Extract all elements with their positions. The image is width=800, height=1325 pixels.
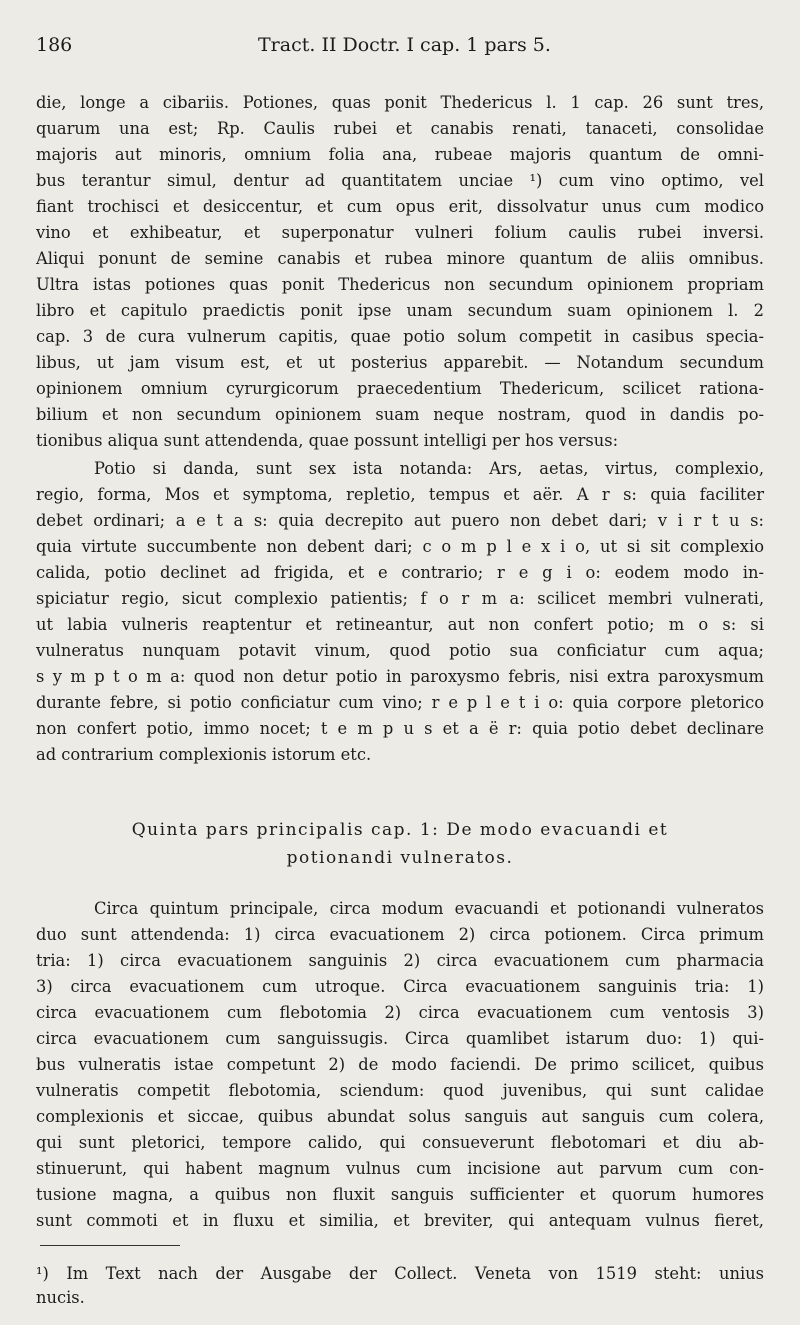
text-line: tusione magna, a quibus non fluxit sanguis sufficienter et quorum humores <box>36 1185 764 1204</box>
text-line: die, longe a cibariis. Potiones, quas ponit Thedericus l. 1 cap. 26 sunt tres, <box>36 93 764 112</box>
text-line: circa evacuationem cum sanguissugis. Circa quamlibet istarum duo: 1) qui- <box>36 1029 764 1048</box>
footnote-line-1: ¹) Im Text nach der Ausgabe der Collect. Veneta von 1519 steht: unius <box>36 1264 764 1283</box>
page-number: 186 <box>36 34 73 56</box>
footnote-divider <box>40 1245 180 1246</box>
footnote-line-2: nucis. <box>36 1288 85 1307</box>
text-line: circa evacuationem cum flebotomia 2) circa evacuationem cum ventosis 3) <box>36 1003 764 1022</box>
text-line: Aliqui ponunt de semine canabis et rubea minore quantum de aliis omnibus. <box>36 249 764 268</box>
text-line: tionibus aliqua sunt attendenda, quae possunt intelligi per hos versus: <box>36 431 619 450</box>
text-line: libus, ut jam visum est, et ut posterius apparebit. — Notandum secundum <box>36 353 764 372</box>
text-line: complexionis et siccae, quibus abundat solus sanguis aut sanguis cum colera, <box>36 1107 764 1126</box>
text-line: vino et exhibeatur, et superponatur vulneri folium caulis rubei inversi. <box>36 223 764 242</box>
text-line: non confert potio, immo nocet; t e m p u s et a ë r: quia potio debet declinare <box>36 719 764 738</box>
page-header <box>36 34 760 60</box>
text-line: bus vulneratis istae competunt 2) de modo faciendi. De primo scilicet, quibus <box>36 1055 764 1074</box>
text-line: fiant trochisci et desiccentur, et cum opus erit, dissolvatur unus cum modico <box>36 197 764 216</box>
text-line: 3) circa evacuationem cum utroque. Circa evacuationem sanguinis tria: 1) <box>36 977 764 996</box>
text-line: majoris aut minoris, omnium folia ana, rubeae majoris quantum de omni- <box>36 145 764 164</box>
text-line: tria: 1) circa evacuationem sanguinis 2) circa evacuationem cum pharmacia <box>36 951 764 970</box>
text-line: quarum una est; Rp. Caulis rubei et canabis renati, tanaceti, consolidae <box>36 119 764 138</box>
text-line: sunt commoti et in fluxu et similia, et breviter, qui antequam vulnus fieret, <box>36 1211 764 1230</box>
section-heading-line-1: Quinta pars principalis cap. 1: De modo evacuandi et <box>131 820 669 840</box>
text-line: Circa quintum principale, circa modum evacuandi et potionandi vulneratos <box>94 899 764 918</box>
text-line: libro et capitulo praedictis ponit ipse unam secundum suam opinionem l. 2 <box>36 301 764 320</box>
text-line: qui sunt pletorici, tempore calido, qui consueverunt flebotomari et diu ab- <box>36 1133 764 1152</box>
text-line: cap. 3 de cura vulnerum capitis, quae potio solum competit in casibus specia- <box>36 327 764 346</box>
text-line: debet ordinari; a e t a s: quia decrepito aut puero non debet dari; v i r t u s: <box>36 511 764 530</box>
text-line: s y m p t o m a: quod non detur potio in paroxysmo febris, nisi extra paroxysmum <box>36 667 764 686</box>
section-heading-line-2: potionandi vulneratos. <box>286 848 514 868</box>
text-line: regio, forma, Mos et symptoma, repletio, tempus et aër. A r s: quia faciliter <box>36 485 764 504</box>
text-line: calida, potio declinet ad frigida, et e contrario; r e g i o: eodem modo in- <box>36 563 764 582</box>
text-line: vulneratis competit flebotomia, sciendum: quod juvenibus, qui sunt calidae <box>36 1081 764 1100</box>
text-line: duo sunt attendenda: 1) circa evacuationem 2) circa potionem. Circa primum <box>36 925 764 944</box>
text-line: opinionem omnium cyrurgicorum praecedentium Thedericum, scilicet rationa- <box>36 379 764 398</box>
text-line: durante febre, si potio conficiatur cum vino; r e p l e t i o: quia corpore pletorico <box>36 693 764 712</box>
text-line: ad contrarium complexionis istorum etc. <box>36 745 372 764</box>
text-line: Potio si danda, sunt sex ista notanda: Ars, aetas, virtus, complexio, <box>94 459 764 478</box>
text-line: bilium et non secundum opinionem suam neque nostram, quod in dandis po- <box>36 405 764 424</box>
text-line: Ultra istas potiones quas ponit Thedericus non secundum opinionem propriam <box>36 275 764 294</box>
text-line: stinuerunt, qui habent magnum vulnus cum incisione aut parvum cum con- <box>36 1159 764 1178</box>
running-title: Tract. II Doctr. I cap. 1 pars 5. <box>258 34 551 56</box>
text-line: spiciatur regio, sicut complexio patientis; f o r m a: scilicet membri vulnerati, <box>36 589 764 608</box>
text-line: vulneratus nunquam potavit vinum, quod potio sua conficiatur cum aqua; <box>36 641 764 660</box>
text-line: quia virtute succumbente non debent dari; c o m p l e x i o, ut si sit complexio <box>36 537 764 556</box>
text-line: ut labia vulneris reaptentur et retineantur, aut non confert potio; m o s: si <box>36 615 764 634</box>
text-line: bus terantur simul, dentur ad quantitatem unciae ¹) cum vino optimo, vel <box>36 171 764 190</box>
